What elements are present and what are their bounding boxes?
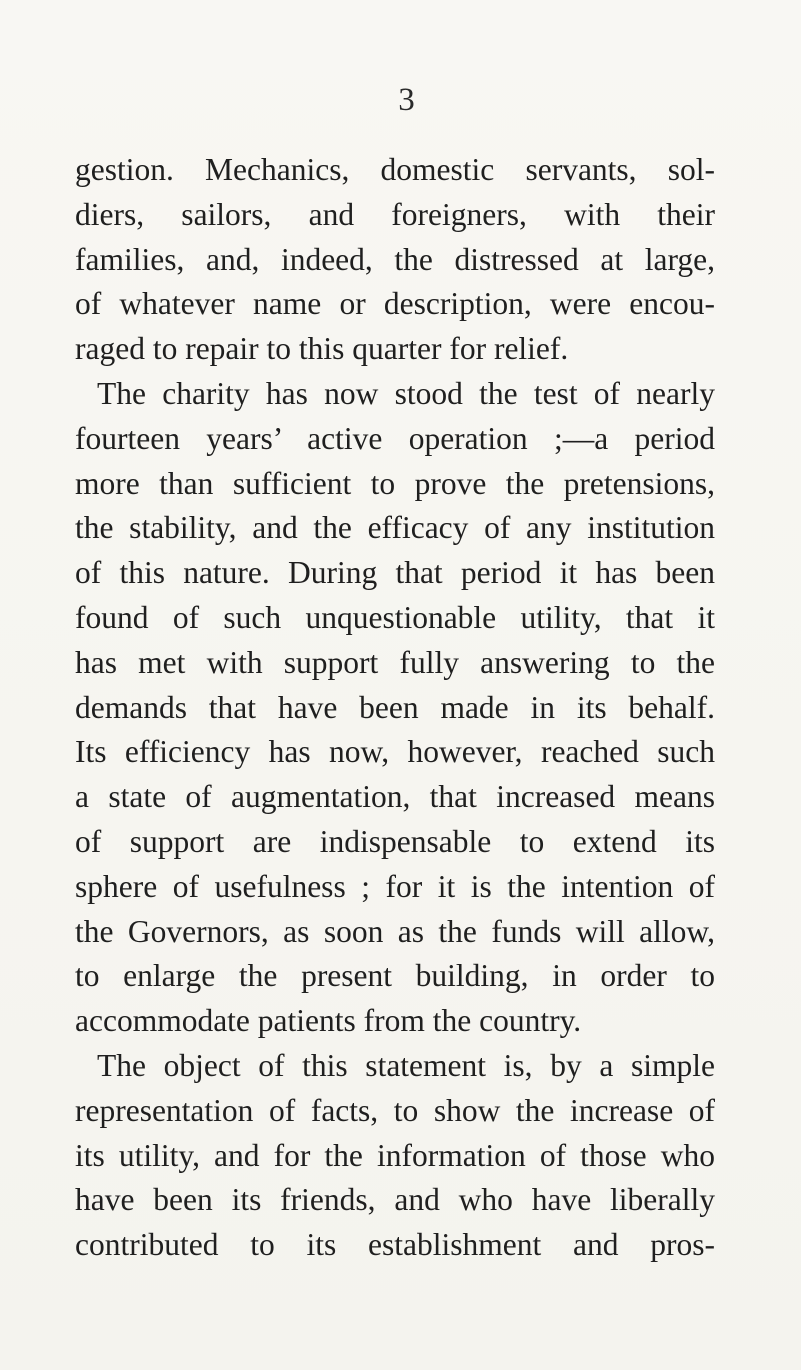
text-line: found of such unquestionable utility, that it (75, 599, 715, 635)
text-line: accommodate patients from the country. (75, 1003, 582, 1039)
text-line: The object of this statement is, by a simple (97, 1047, 715, 1083)
text-line: contributed to its establishment and pros- (75, 1227, 715, 1263)
text-line: fourteen years’ active operation ;—a period (75, 420, 715, 456)
text-line: more than sufficient to prove the pretensions, (75, 465, 715, 501)
text-line: gestion. Mechanics, domestic servants, sol- (75, 152, 715, 187)
text-line: The charity has now stood the test of nearly (97, 375, 715, 411)
text-line: of support are indispensable to extend its (75, 823, 715, 859)
text-line: of this nature. During that period it has been (75, 555, 715, 591)
body-text (75, 148, 715, 1268)
text-line: has met with support fully answering to the (75, 644, 715, 680)
text-line: the stability, and the efficacy of any institution (75, 510, 715, 546)
text-line: demands that have been made in its behalf. (75, 689, 715, 725)
text-line: to enlarge the present building, in order to (75, 958, 715, 994)
text-line: of whatever name or description, were encou- (75, 286, 715, 322)
text-line: raged to repair to this quarter for relief. (75, 331, 569, 367)
text-line: representation of facts, to show the increase of (75, 1092, 715, 1128)
text-line: Its efficiency has now, however, reached such (75, 734, 715, 770)
page-number: 3 (398, 82, 415, 118)
text-line: diers, sailors, and foreigners, with their (75, 196, 715, 232)
text-line: the Governors, as soon as the funds will allow, (75, 913, 715, 949)
text-line: sphere of usefulness ; for it is the intention of (75, 868, 715, 904)
text-line: have been its friends, and who have liberally (75, 1182, 715, 1218)
text-line: families, and, indeed, the distressed at large, (75, 241, 715, 277)
text-line: a state of augmentation, that increased means (75, 779, 715, 815)
text-line: its utility, and for the information of those who (75, 1137, 715, 1173)
